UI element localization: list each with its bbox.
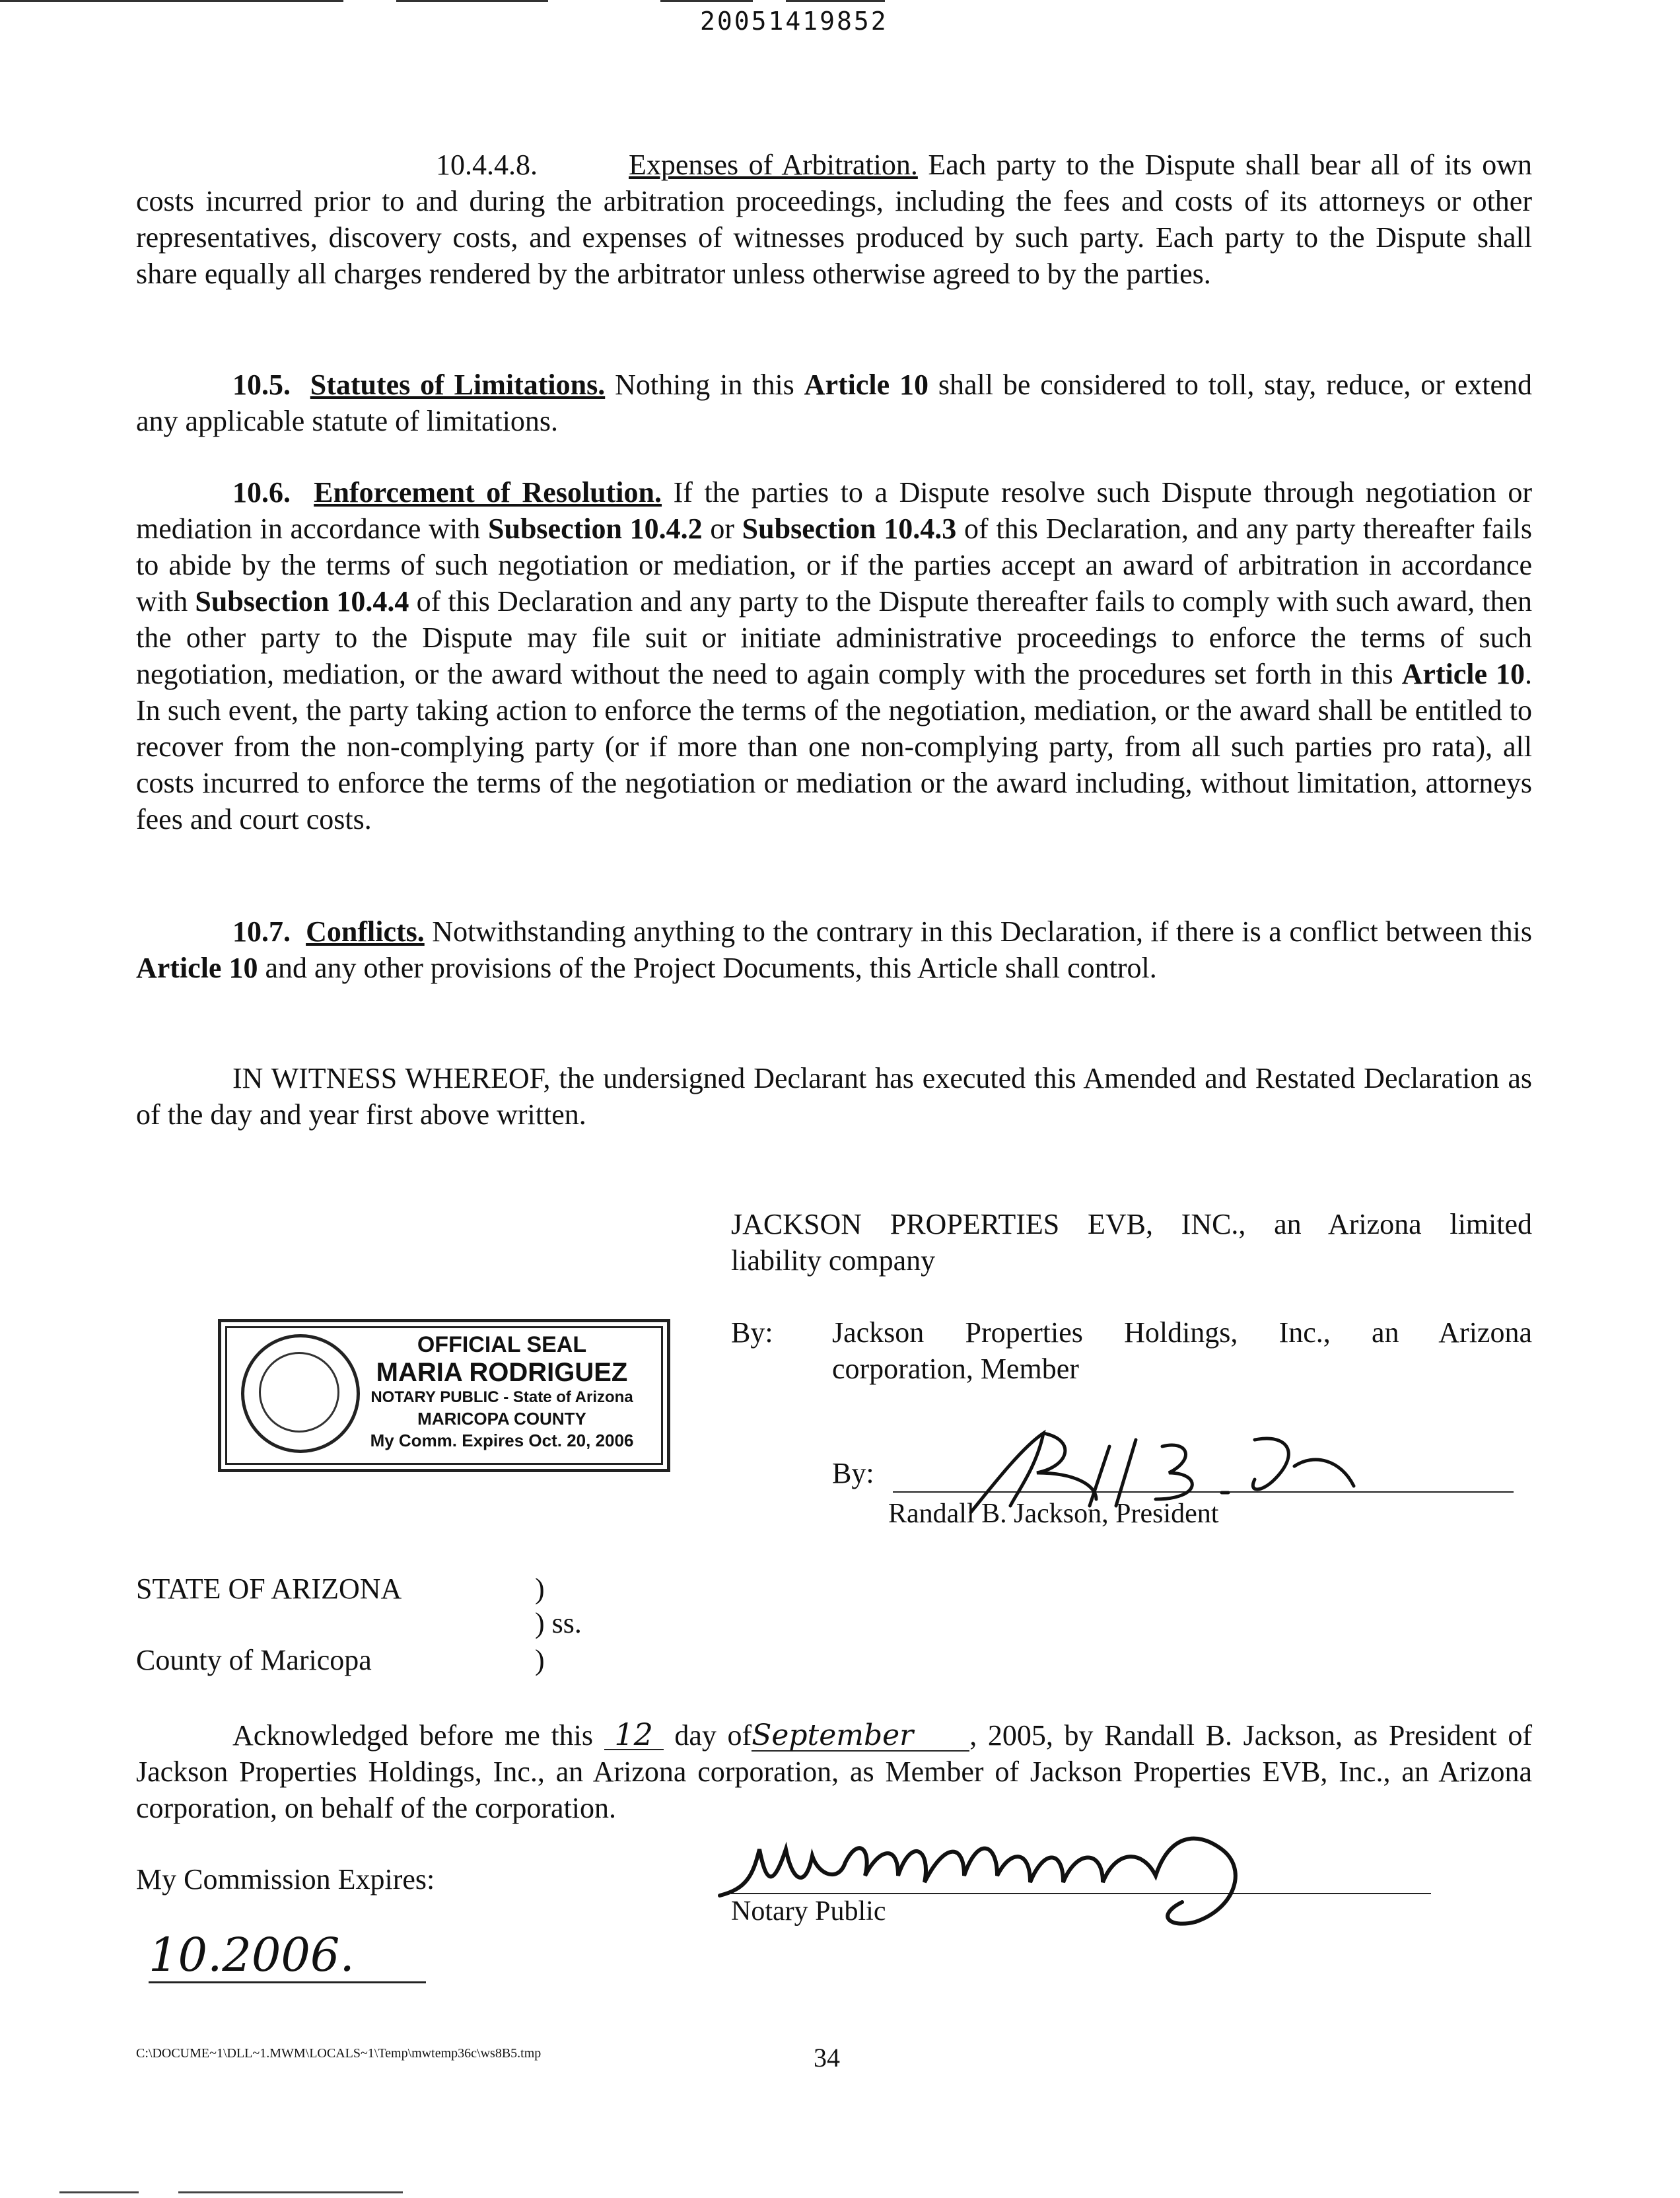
- member-name: [832, 1314, 1532, 1387]
- company-name: [731, 1206, 1532, 1279]
- section-bold-ref: Article 10: [136, 952, 258, 984]
- venue-state: STATE OF ARIZONA: [136, 1573, 402, 1605]
- seal-line-4: MARICOPA COUNTY: [417, 1409, 586, 1429]
- venue-ss: ) ss.: [535, 1607, 582, 1639]
- section-bold-ref: Subsection 10.4.4: [195, 585, 409, 618]
- document-number: 20051419852: [700, 7, 888, 36]
- ack-text: day of: [663, 1719, 752, 1752]
- notary-public-label: Notary Public: [731, 1896, 886, 1927]
- seal-line-3: NOTARY PUBLIC - State of Arizona: [370, 1388, 633, 1406]
- scan-edge-line: [396, 0, 548, 2]
- section-text: of this Declaration and any party to the Dispute thereafter fails to comply with such award, then the other party to the Dispute may file suit or initiate administrative proceedings to enforce the terms of such negotiation, mediation, or the award without the need to again comply with the procedures set forth in this: [136, 585, 1532, 690]
- witness-clause: [136, 1060, 1532, 1133]
- section-title: Conflicts.: [306, 915, 425, 948]
- section-text: shall be considered to toll, stay, reduce, or extend any applicable statute of limitations.: [136, 369, 1533, 437]
- file-path: C:\DOCUME~1\DLL~1.MWM\LOCALS~1\Temp\mwtemp36c\ws8B5.tmp: [136, 2046, 542, 2061]
- scan-edge-line: [350, 2191, 403, 2193]
- section-10-7: [136, 913, 1532, 986]
- by-label-2: By:: [832, 1457, 874, 1489]
- witness-text: IN WITNESS WHEREOF, the undersigned Declarant has executed this Amended and Restated Declaration as of the day and year first above written.: [136, 1062, 1532, 1131]
- venue-paren-2: ): [535, 1644, 545, 1676]
- commission-label: My Commission Expires:: [136, 1863, 435, 1896]
- venue-county: County of Maricopa: [136, 1644, 372, 1676]
- section-number: 10.6.: [232, 476, 291, 509]
- section-text: of this Declaration, and any party thereafter fails to abide by the terms of such negotiation or mediation, or if the parties accept an award of arbitration in accordance with: [136, 513, 1533, 618]
- section-text: . In such event, the party taking action to enforce the terms of the negotiation, mediation, or the award shall be entitled to recover from the non-complying party (or if more than one non-complying party, from all such parties pro rata), all costs incurred to enforce the terms of the negotiation or mediation or the award including, without limitation, attorneys fees and court costs.: [136, 658, 1532, 835]
- notary-seal: [218, 1319, 670, 1472]
- ack-day: 12: [604, 1720, 664, 1750]
- seal-line-2: MARIA RODRIGUEZ: [376, 1358, 628, 1387]
- ack-text: , 2005, by Randall B. Jackson, as President of Jackson Properties Holdings, Inc., an Arizona corporation, as Member of Jackson Properties EVB, Inc., an Arizona corporation, on behalf of the corporation.: [136, 1719, 1532, 1824]
- section-10-5: [136, 367, 1532, 439]
- ack-text: Acknowledged before me this: [232, 1719, 604, 1752]
- state-seal-emblem-icon: [241, 1334, 360, 1453]
- section-10-4-4-8: [136, 147, 1532, 292]
- section-title: Enforcement of Resolution.: [314, 476, 662, 509]
- section-number: 10.4.4.8.: [436, 149, 538, 181]
- scan-edge-line: [178, 2191, 350, 2193]
- section-title: Expenses of Arbitration.: [629, 149, 918, 181]
- section-title: Statutes of Limitations.: [310, 369, 606, 401]
- section-number: 10.7.: [232, 915, 291, 948]
- seal-line-1: OFFICIAL SEAL: [417, 1332, 587, 1357]
- company-line-2: liability company: [731, 1244, 936, 1277]
- section-text: or: [702, 513, 742, 545]
- by-label-1: By:: [731, 1316, 773, 1349]
- member-line-1: Jackson Properties Holdings, Inc., an Arizona: [832, 1316, 1532, 1349]
- section-bold-ref: Article 10: [1401, 658, 1525, 690]
- section-bold-ref: Subsection 10.4.3: [742, 513, 957, 545]
- ack-month: September: [752, 1721, 969, 1752]
- section-body: Each party to the Dispute shall bear all of its own costs incurred prior to and during the arbitration proceedings, including the fees and costs of its attorneys or other representatives, discovery costs, and expenses of witnesses produced by such party. Each party to the Dispute shall share equally all charges rendered by the arbitrator unless otherwise agreed to by the parties.: [136, 149, 1532, 290]
- scan-edge-line: [660, 0, 753, 2]
- section-text: If the parties to a Dispute resolve such Dispute through negotiation or mediation in accordance with: [136, 476, 1532, 545]
- signer-name: Randall B. Jackson, President: [888, 1499, 1219, 1529]
- scan-edge-line: [0, 0, 343, 2]
- section-text: and any other provisions of the Project Documents, this Article shall control.: [258, 952, 1157, 984]
- member-line-2: corporation, Member: [832, 1353, 1079, 1385]
- company-line-1: JACKSON PROPERTIES EVB, INC., an Arizona limited: [731, 1208, 1532, 1240]
- scan-edge-line: [786, 0, 885, 2]
- section-bold-ref: Article 10: [804, 369, 928, 401]
- section-bold-ref: Subsection 10.4.2: [488, 513, 703, 545]
- seal-line-5: My Comm. Expires Oct. 20, 2006: [370, 1431, 634, 1450]
- section-10-6: [136, 474, 1532, 837]
- venue-paren-1: ): [535, 1573, 545, 1605]
- scan-edge-line: [59, 2191, 139, 2193]
- seal-text: [360, 1326, 644, 1452]
- section-text: Notwithstanding anything to the contrary in this Declaration, if there is a conflict between this: [424, 915, 1533, 948]
- commission-expiry: 10.2006.: [149, 1929, 426, 1983]
- section-number: 10.5.: [232, 369, 291, 401]
- section-text: Nothing in this: [605, 369, 804, 401]
- page-number: 34: [814, 2043, 840, 2073]
